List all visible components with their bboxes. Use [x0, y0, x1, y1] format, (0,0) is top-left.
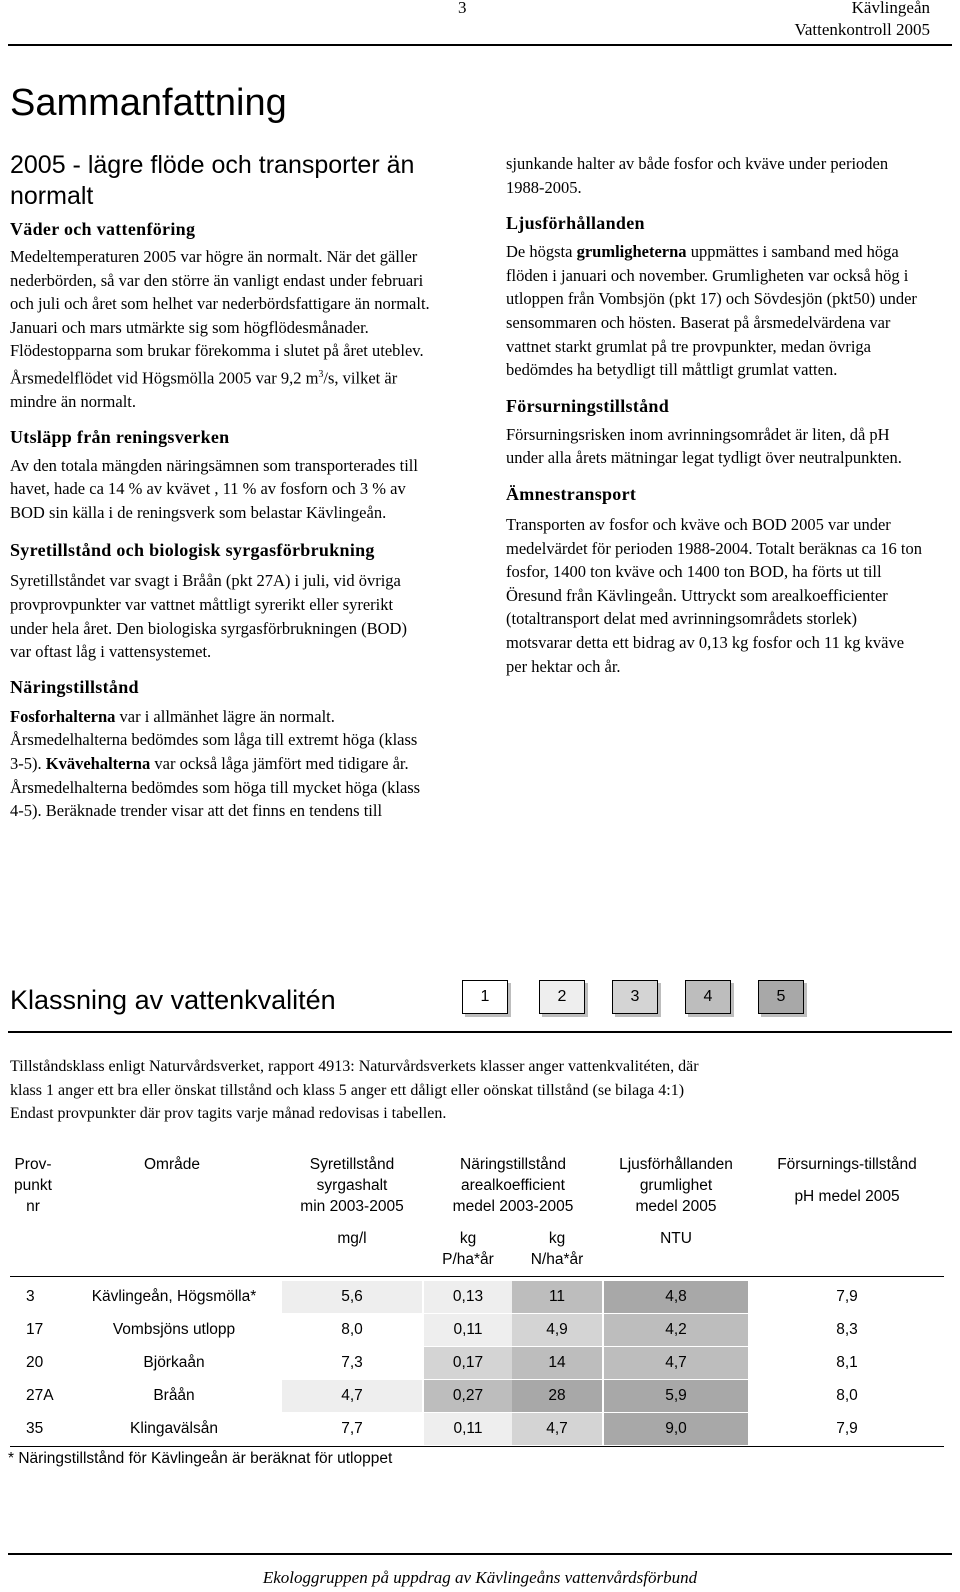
row-35-ph: 7,9: [750, 1413, 944, 1445]
row-20-turbidity: 4,7: [604, 1347, 748, 1379]
col-header-nutrient-1: Näringstillstånd: [460, 1156, 566, 1173]
row-17-ph: 8,3: [750, 1314, 944, 1346]
row-17-phosphorus: 0,11: [424, 1314, 512, 1346]
row-20-nitrogen: 14: [512, 1347, 602, 1379]
col-header-nr: [6, 1154, 60, 1217]
oxygen-heading: Syretillstånd och biologisk syrgasförbrukning: [10, 540, 375, 561]
classification-rule: [8, 1031, 952, 1033]
nutrient-text-1: var i allmänhet lägre än normalt. Årsmedelhalterna bedömdes som låga till extremt höga (klass 3-5).: [10, 706, 418, 773]
row-20-nr: 20: [26, 1354, 44, 1371]
row-35-nitrogen: 4,7: [512, 1413, 602, 1445]
oxygen-text: Syretillståndet var svagt i Bråån (pkt 27A) i juli, vid övriga provprovpunkter var vattnet måttligt syrerikt eller syrerikt under hela året. Den biologiska syrgasförbrukningen (BOD) var oftast låg i vattensystemet.: [10, 571, 407, 662]
col-header-light-3: medel 2005: [635, 1198, 717, 1215]
section-subtitle: 2005 - lägre flöde och transporter än normalt: [10, 151, 415, 210]
col-header-oxygen-2: syrgashalt: [316, 1177, 388, 1194]
row-17-turbidity: 4,2: [604, 1314, 748, 1346]
row-20-phosphorus: 0,17: [424, 1347, 512, 1379]
light-text: [506, 240, 926, 382]
col-header-oxygen: [282, 1154, 422, 1217]
header-report: Vattenkontroll 2005: [794, 20, 930, 39]
table-header-rule: [10, 1276, 944, 1277]
table-bottom-rule: [10, 1446, 944, 1447]
intro-line-1: Tillståndsklass enligt Naturvårdsverket, rapport 4913: Naturvårdsverkets klasser anger vattenkvalitéten, där: [10, 1058, 699, 1075]
col-header-oxygen-3: min 2003-2005: [300, 1198, 404, 1215]
row-3-nr: 3: [26, 1288, 35, 1305]
unit-turbidity: NTU: [660, 1230, 692, 1247]
unit-phosphorus-2: P/ha*år: [442, 1251, 494, 1268]
col-header-oxygen-1: Syretillstånd: [309, 1156, 395, 1173]
header-rule: [8, 44, 952, 46]
transport-text: Transporten av fosfor och kväve och BOD 2005 var under medelvärdet för perioden 1988-2004. Totalt beräknas ca 16 ton fosfor, 1400 ton kväve och 1400 ton BOD, ha förts ut till Öresund från Kävlingeån. Uttryckt som arealkoefficienter (totaltransport delat med avrinningsområdets storlek) motsvarar detta ett bidrag av 0,13 kg fosfor och 11 kg kväve per hektar och år.: [506, 514, 922, 676]
class-legend-5: 5: [758, 980, 804, 1014]
intro-line-3: Endast provpunkter där prov tagits varje månad redovisas i tabellen.: [10, 1105, 447, 1122]
col-header-nr-1: Prov-: [14, 1156, 52, 1173]
col-header-nutrient-3: medel 2003-2005: [452, 1198, 574, 1215]
footer-text: Ekologgruppen på uppdrag av Kävlingeåns vattenvårdsförbund: [262, 1568, 698, 1587]
unit-nitrogen: [512, 1228, 602, 1270]
acid-text: Försurningsrisken inom avrinningsområdet är liten, då pH under alla årets mätningar legat tydligt över neutralpunkten.: [506, 424, 902, 468]
unit-phosphorus-1: kg: [459, 1230, 477, 1247]
nutrient-heading: Näringstillstånd: [10, 676, 139, 697]
class-legend-2: 2: [539, 980, 585, 1014]
unit-nitrogen-1: kg: [548, 1230, 566, 1247]
col-header-nutrient: [424, 1154, 602, 1217]
sewage-text: Av den totala mängden näringsämnen som transporterades till havet, hade ca 14 % av kvävet , 11 % av fosforn och 3 % av BOD sin källa i de reningsverk som belastar Kävlingeån.: [10, 455, 418, 522]
weather-text: [10, 245, 430, 414]
row-27a-area: Bråån: [153, 1387, 195, 1404]
col-header-acid-2: pH medel 2005: [794, 1188, 900, 1205]
table-footnote: * Näringstillstånd för Kävlingeån är beräknat för utloppet: [8, 1450, 393, 1467]
row-27a-ph: 8,0: [750, 1380, 944, 1412]
class-legend-4: 4: [685, 980, 731, 1014]
footer-rule: [8, 1553, 952, 1555]
row-35-oxygen: 7,7: [282, 1413, 422, 1445]
col-header-acid-1: Försurnings-tillstånd: [777, 1156, 917, 1173]
row-27a-phosphorus: 0,27: [424, 1380, 512, 1412]
weather-text-main: Medeltemperaturen 2005 var högre än normalt. När det gäller nederbörden, så var den större än vanligt endast under februari och juli och året som helhet var nederbördsfattigare än normalt. Januari och mars utmärkte sig som högflödesmånader. Flödestopparna som brukar förekomma i slutet på året uteblev. Årsmedelflödet vid Högsmölla 2005 var 9,2 m: [10, 247, 430, 388]
row-27a-nr: 27A: [26, 1387, 54, 1404]
row-27a-nitrogen: 28: [512, 1380, 602, 1412]
light-heading: Ljusförhållanden: [506, 213, 645, 234]
weather-text-tail: /s, vilket är mindre än normalt.: [10, 368, 398, 412]
row-35-area: Klingavälsån: [130, 1420, 218, 1437]
acid-heading: Försurningstillstånd: [506, 395, 670, 416]
col-header-nutrient-2: arealkoefficient: [461, 1177, 565, 1194]
turbidity-term: grumligheterna: [576, 242, 687, 262]
nutrient-text-2: var också låga jämfört med tidigare år. Årsmedelhalterna bedömdes som höga till mycket höga (klass 4-5). Beräknade trender visar att det finns en tendens till: [10, 754, 421, 821]
unit-nitrogen-2: N/ha*år: [530, 1251, 584, 1268]
class-legend-1: 1: [462, 980, 508, 1014]
light-text-2: uppmättes i samband med höga flöden i januari och november. Grumligheten var också hög i utloppen från Vombsjön (pkt 17) och Sövdesjön (pkt50) under sensommaren och hösten. Baserat på årsmedelvärdena var vattnet starkt grumlat på tre provpunkter, medan övriga bedömdes ha betydligt till måttligt grumlat vatten.: [506, 242, 917, 380]
col-header-area: Område: [144, 1156, 200, 1173]
transport-heading: Ämnestransport: [506, 483, 637, 504]
nutrient-text: [10, 705, 430, 823]
row-35-turbidity: 9,0: [604, 1413, 748, 1445]
row-27a-oxygen: 4,7: [282, 1380, 422, 1412]
col-header-acid: [750, 1154, 944, 1207]
row-20-oxygen: 7,3: [282, 1347, 422, 1379]
col-header-light-1: Ljusförhållanden: [619, 1156, 733, 1173]
right-column: [506, 152, 926, 678]
row-35-phosphorus: 0,11: [424, 1413, 512, 1445]
row-35-nr: 35: [26, 1420, 44, 1437]
continuation-text: sjunkande halter av både fosfor och kväve under perioden 1988-2005.: [506, 154, 889, 197]
nitrogen-term: Kvävehalterna: [45, 754, 151, 773]
light-text-1: De högsta: [506, 242, 577, 262]
row-17-oxygen: 8,0: [282, 1314, 422, 1346]
phosphorus-term: Fosforhalterna: [10, 706, 116, 726]
col-header-nr-2: punkt: [14, 1177, 52, 1194]
unit-oxygen: mg/l: [337, 1230, 367, 1247]
class-legend-3: 3: [612, 980, 658, 1014]
row-3-oxygen: 5,6: [282, 1281, 422, 1313]
page-number: 3: [458, 0, 467, 17]
classification-intro: [10, 1055, 950, 1126]
row-17-nr: 17: [26, 1321, 44, 1338]
row-20-area: Björkaån: [143, 1354, 205, 1371]
row-3-nitrogen: 11: [512, 1281, 602, 1313]
sewage-heading: Utsläpp från reningsverken: [10, 426, 230, 447]
row-3-area: Kävlingeån, Högsmölla*: [91, 1288, 257, 1305]
left-column: [10, 150, 430, 823]
col-header-light: [604, 1154, 748, 1217]
row-3-phosphorus: 0,13: [424, 1281, 512, 1313]
header-river: Kävlingeån: [851, 0, 930, 17]
row-27a-turbidity: 5,9: [604, 1380, 748, 1412]
unit-phosphorus: [424, 1228, 512, 1270]
page-title: Sammanfattning: [10, 82, 287, 124]
intro-line-2: klass 1 anger ett bra eller önskat tillstånd och klass 5 anger ett dåligt eller oönskat tillstånd (se bilaga 4:1): [10, 1081, 685, 1099]
weather-text-sup: 3: [318, 368, 324, 380]
weather-heading: Väder och vattenföring: [10, 219, 196, 239]
row-20-ph: 8,1: [750, 1347, 944, 1379]
row-3-ph: 7,9: [750, 1281, 944, 1313]
col-header-light-2: grumlighet: [639, 1177, 713, 1194]
classification-heading: Klassning av vattenkvalitén: [10, 985, 336, 1015]
row-17-area: Vombsjöns utlopp: [112, 1321, 236, 1338]
row-3-turbidity: 4,8: [604, 1281, 748, 1313]
row-17-nitrogen: 4,9: [512, 1314, 602, 1346]
col-header-nr-3: nr: [26, 1198, 40, 1215]
